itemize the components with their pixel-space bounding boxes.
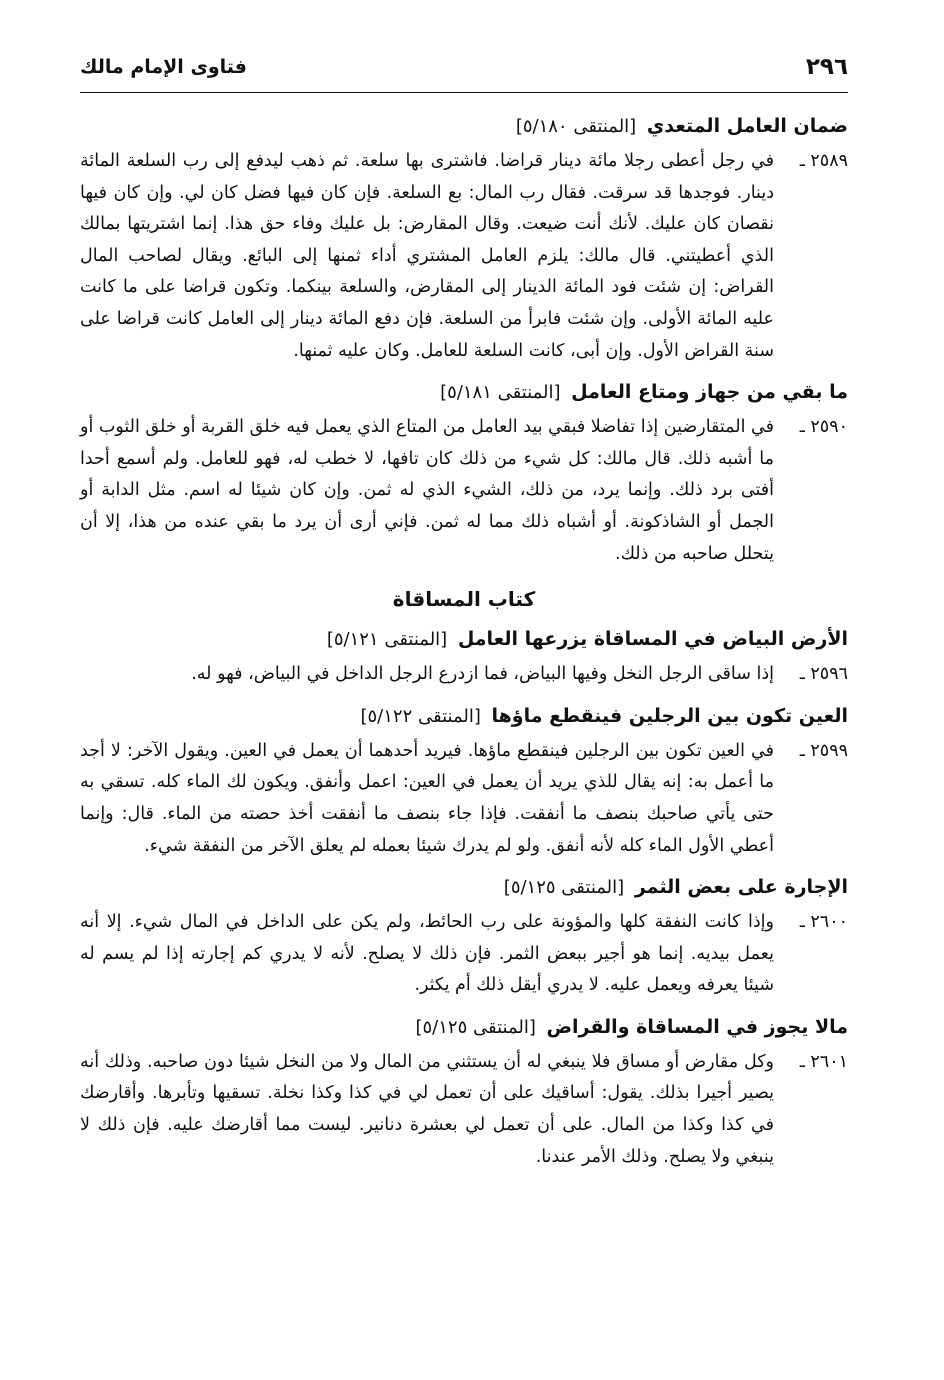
section-heading-text: الأرض البياض في المساقاة يزرعها العامل (457, 628, 848, 651)
section-heading-text: مالا يجوز في المساقاة والقراض (546, 1015, 848, 1038)
section-reference: [المنتقى ٥/١٢٥] (503, 877, 625, 899)
entry-number: ٢٥٨٩ ـ (799, 151, 848, 171)
section-heading (80, 111, 848, 142)
section-heading (80, 701, 848, 732)
section-reference: [المنتقى ٥/١٨١] (440, 382, 561, 404)
entry-number: ٢٦٠١ ـ (799, 1051, 848, 1072)
entry-number: ٢٦٠٠ ـ (799, 912, 848, 933)
fatwa-entry (80, 412, 848, 570)
section-reference: [المنتقى ٥/١٨٠] (515, 116, 637, 137)
section-heading (80, 872, 848, 903)
section-reference: [المنتقى ٥/١٢٥] (415, 1016, 536, 1038)
running-title: فتاوى الإمام مالك (80, 56, 247, 78)
section-heading (80, 624, 848, 655)
entry-number: ٢٥٩٠ ـ (799, 417, 848, 438)
entry-text: إذا ساقى الرجل النخل وفيها البياض، فما ازدرع الرجل الداخل في البياض، فهو له. (191, 664, 774, 685)
entry-text: في رجل أعطى رجلا مائة دينار قراضا. فاشترى بها سلعة. ثم ذهب ليدفع إلى رب السلعة المائة دينار. فوجدها قد سرقت. فقال رب المال: بع السلعة. فإن كان فيها فضل كان لي. وإن كان فيها نقصان كان عليك. لأنك أنت ضيعت. وقال المقارض: بل عليك وفاء حق هذا. إنما اشتريتها بمالك الذي أعطيتني. قال مالك: يلزم العامل المشتري أداء ثمنها إلى البائع. ويقال لصاحب المال القراض: إن شئت فود المائة الدينار إلى المقارض، والسلعة بينكما. وتكون قراضا على ما كانت عليه المائة الأولى. وإن شئت فابرأ من السلعة. فإن دفع المائة دينار إلى العامل كانت قراضا على سنة القراض الأول. وإن أبى، كانت السلعة للعامل. وكان عليه ثمنها. (80, 151, 774, 361)
fatwa-entry (80, 907, 848, 1002)
fatwa-entry (80, 659, 848, 691)
section-heading-text: العين تكون بين الرجلين فينقطع ماؤها (491, 704, 848, 727)
entry-number: ٢٥٩٦ ـ (799, 664, 848, 685)
section-heading-text: ما بقي من جهاز ومتاع العامل (571, 381, 848, 404)
page-header (80, 52, 848, 93)
section-heading-text: الإجارة على بعض الثمر (634, 876, 848, 899)
entry-text: في العين تكون بين الرجلين فينقطع ماؤها. فيريد أحدهما أن يعمل في العين. ويقول الآخر: لا أجد ما أعمل به: إنه يقال للذي يريد أن يعمل في العين: اعمل وأنفق. ويكون لك الماء كله. تسقي به حتى يأتي صاحبك بنصف ما أنفقت. فإذا جاء بنصف ما أنفقت أخذ حصته من الماء. قال: وإنما أعطي الأول الماء كله لأنه أنفق. ولو لم يدرك شيئا بعمله لم يعلق الآخر من النفقة شيء. (80, 740, 774, 856)
fatwa-entry (80, 736, 848, 862)
section-reference: [المنتقى ٥/١٢٢] (360, 705, 481, 727)
entry-text: وكل مقارض أو مساق فلا ينبغي له أن يستثني من المال ولا من النخل شيئا دون صاحبه. وذلك أنه يصير أجيرا بذلك. يقول: أساقيك على أن تعمل لي في كذا وكذا نخلة. تسقيها وتأبرها. وأقارضك في كذا وكذا من المال. على أن تعمل لي بعشرة دنانير. ليست مما أقارضك عليه. فإن ذلك لا ينبغي ولا يصلح. وذلك الأمر عندنا. (80, 1051, 774, 1167)
section-heading-text: ضمان العامل المتعدي (646, 115, 848, 137)
section-reference: [المنتقى ٥/١٢١] (326, 629, 448, 651)
fatwa-entry (80, 1047, 848, 1173)
entry-number: ٢٥٩٩ ـ (799, 740, 848, 761)
fatwa-entry (80, 146, 848, 367)
section-heading (80, 377, 848, 408)
page-number: ٢٩٦ (805, 54, 848, 80)
section-heading (80, 1012, 848, 1043)
entry-text: وإذا كانت النفقة كلها والمؤونة على رب الحائط، ولم يكن على الداخل في المال شيء. إلا أنه يعمل بيديه. إنما هو أجير ببعض الثمر. فإن ذلك لا يصلح. لأنه لا يدري كم إجارته إذا لم يسم له شيئا يعرفه ويعمل عليه. لا يدري أيقل ذلك أم يكثر. (80, 912, 774, 996)
book-title: كتاب المساقاة (392, 587, 536, 612)
entry-text: في المتقارضين إذا تفاضلا فبقي بيد العامل من المتاع الذي يعمل فيه خلق القربة أو خلق الثوب أو ما أشبه ذلك. قال مالك: كل شيء من ذلك كان تافها، لا خطب له، فهو للعامل. ولم أسمع أحدا أفتى برد ذلك. وإنما يرد، من ذلك، الشيء الذي له ثمن. وإن كان شيئا له اسم. مثل الدابة أو الجمل أو الشاذكونة. أو أشباه ذلك مما له ثمن. فإني أرى أن يرد ما بقي عنده من هذا، إلا أن يتحلل صاحبه من ذلك. (80, 417, 774, 564)
